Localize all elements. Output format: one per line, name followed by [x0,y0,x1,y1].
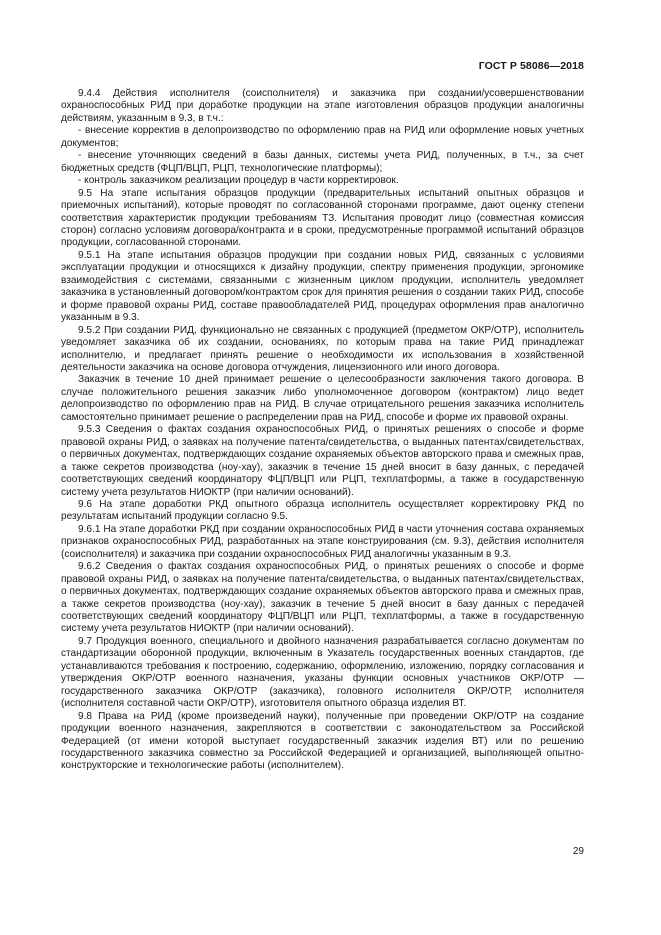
paragraph-9-8: 9.8 Права на РИД (кроме произведений науки), полученные при проведении ОКР/ОТР на создание продукции военного назначения, закрепляются в соответствии с законодательством за Российской Федерацией (от имени которой выступает государственный заказчик изделия ВТ) или по решению государственного заказчика совместно за Российской Федерацией и организацией, выполняющей опытно-конструкторские и технологические работы (исполнителем). [61,710,584,772]
paragraph-9-6: 9.6 На этапе доработки РКД опытного образца исполнитель осуществляет корректировку РКД по результатам испытаний продукции согласно 9.5. [61,498,584,523]
paragraph-9-5: 9.5 На этапе испытания образцов продукции (предварительных испытаний опытных образцов и приемочных испытаний), которые проводят по согласованной сторонами программе, дают оценку степени соответствия характеристик продукции требованиям ТЗ. Испытания проводит лицо (совместная комиссия сторон) согласно условиям договора/контракта и в сроки, предусмотренные программой испытаний образцов продукции, согласованной сторонами. [61,187,584,249]
paragraph-9-5-3: 9.5.3 Сведения о фактах создания охраноспособных РИД, о принятых решениях о способе и форме правовой охраны РИД, о заявках на получение патента/свидетельства, о выданных патентах/свидетельствах, о первичных документах, подтверждающих создание охраняемых объектов авторского права и смежных прав, а также секретов производства (ноу-хау), заказчик в течение 15 дней вносит в базу данных, с передачей соответствующих сведений координатору ФЦП/ВЦП или РЦП, техплатформы, а также в государственную систему учета результатов НИОКТР (при наличии оснований). [61,424,584,498]
paragraph-9-7: 9.7 Продукция военного, специального и двойного назначения разрабатывается согласно документам по стандартизации оборонной продукции, включенным в Указатель государственных военных стандартов, где устанавливаются требования к построению, содержанию, оформлению, изложению, порядку согласования и утверждения ОКР/ОТР военного назначения, указаны функции основных участников ОКР/ОТР — государственного заказчика ОКР/ОТР (заказчика), головного исполнителя ОКР/ОТР, исполнителя (исполнителя составной части ОКР/ОТР), изготовителя опытного образца изделия ВТ. [61,635,584,710]
document-body [61,88,584,773]
paragraph-9-6-2: 9.6.2 Сведения о фактах создания охраноспособных РИД, о принятых решениях о способе и форме правовой охраны РИД, о заявках на получение патента/свидетельства, о выданных патентах/свидетельствах, о первичных документах, подтверждающих создание охраняемых объектов авторского права и смежных прав, а также секретов производства (ноу-хау), заказчик в течение 5 дней вносит в базу данных с передачей соответствующих сведений координатору ФЦП/ВЦП или РЦП, техплатформы, а также в государственную систему учета результатов НИОКТР (при наличии оснований). [61,561,584,635]
paragraph-9-5-1: 9.5.1 На этапе испытания образцов продукции при создании новых РИД, связанных с условиями эксплуатации продукции и относящихся к дизайну продукции, спектру применения продукции, эргономике взаимодействия с системами, связанными с жизненным циклом продукции, исполнитель уведомляет заказчика в установленный договором/контрактом срок для принятия решения о создании таких РИД, способе и форме правовой охраны РИД, составе правообладателей РИД, процедурах оформления прав аналогично указанным в 9.3. [61,249,584,324]
paragraph-9-4-4: 9.4.4 Действия исполнителя (соисполнителя) и заказчика при создании/усовершенствовании охраноспособных РИД при доработке продукции на этапе изготовления образцов продукции аналогичны действиям, указанным в 9.3, в т.ч.: [61,88,584,124]
page-number: 29 [572,846,584,857]
list-item: - контроль заказчиком реализации процедур в части корректировок. [78,175,399,187]
paragraph-9-6-1: 9.6.1 На этапе доработки РКД при создании охраноспособных РИД в части уточнения состава охраняемых признаков охраноспособных РИД, разработанных на этапе конструирования (см. 9.3), действия исполнителя (соисполнителя) и заказчика при создании охраноспособных РИД аналогичны указанным в 9.3. [61,523,584,560]
list-item: - внесение корректив в делопроизводство по оформлению прав на РИД или оформление новых учетных документов; [61,125,584,149]
list-item: - внесение уточняющих сведений в базы данных, системы учета РИД, полученных, в т.ч., за счет бюджетных средств (ФЦП/ВЦП, РЦП, технологические платформы); [61,150,584,174]
paragraph-9-5-2: 9.5.2 При создании РИД, функционально не связанных с продукцией (предметом ОКР/ОТР), исполнитель уведомляет заказчика об их создании, основаниях, по которым права на такие РИД принадлежат исполнителю, и предлагает принять решение о необходимости их использования в хозяйственной деятельности заказчика на основе договора отчуждения, лицензионного или иного договора. [61,324,584,373]
document-header: ГОСТ Р 58086—2018 [478,60,584,72]
paragraph-customer-decision: Заказчик в течение 10 дней принимает решение о целесообразности заключения такого договора. В случае положительного решения заказчик либо уполномоченное договором (контрактом) лицо ведет делопроизводство по оформлению прав на РИД. В случае отрицательного решения заказчика исполнитель самостоятельно принимает решение о распределении прав на РИД, способе и форме их правовой охраны. [61,374,584,423]
